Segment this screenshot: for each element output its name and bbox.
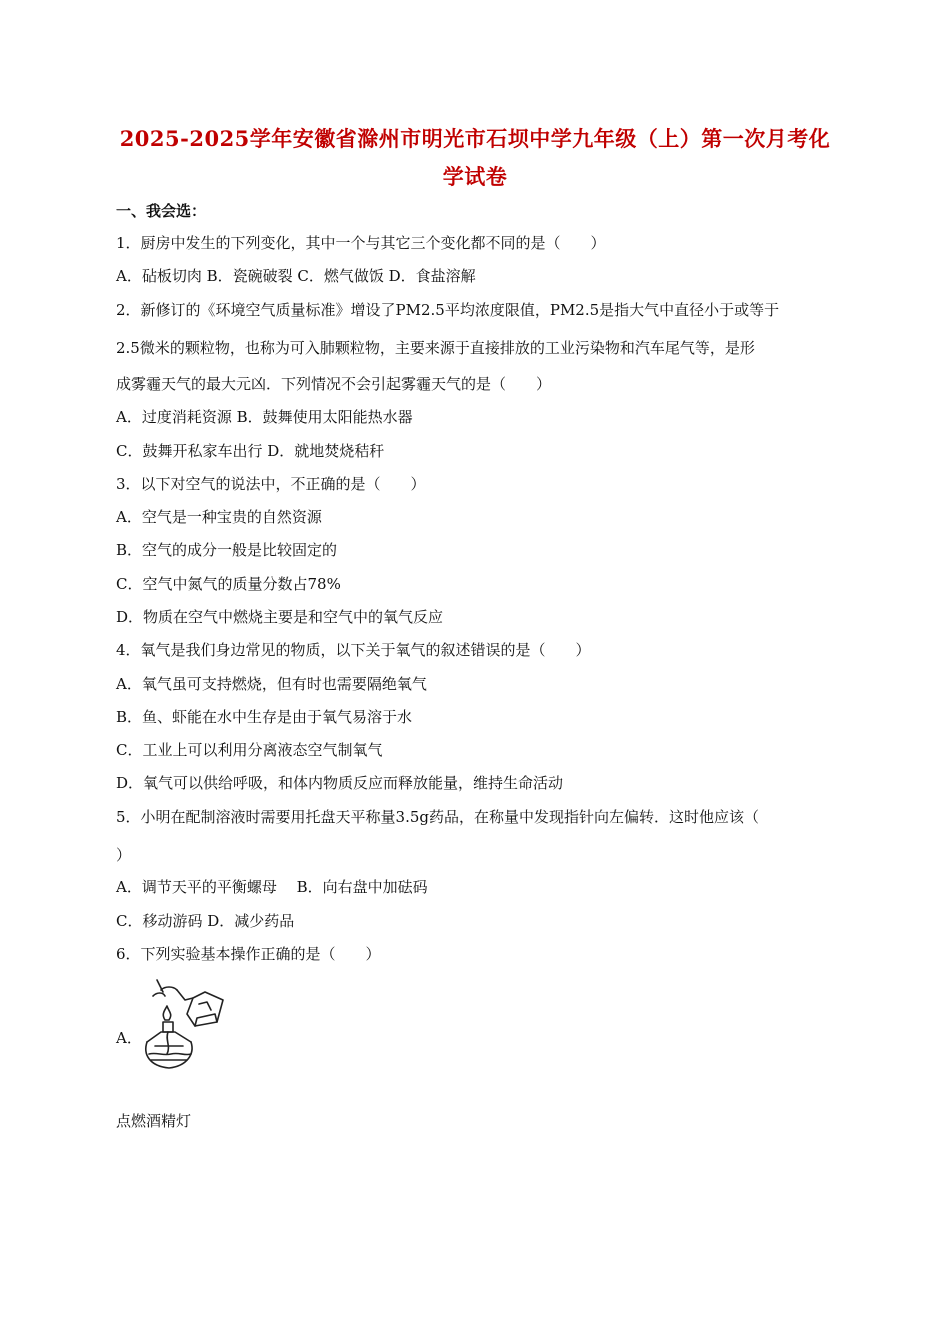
question-4-option-d: D．氧气可以供给呼吸，和体内物质反应而释放能量，维持生命活动 <box>116 774 564 792</box>
question-5-text-2: ） <box>116 846 132 864</box>
question-4-option-a: A．氧气虽可支持燃烧，但有时也需要隔绝氧气 <box>116 675 427 693</box>
question-2-text-3: 成雾霾天气的最大元凶．下列情况不会引起雾霾天气的是（ ） <box>116 375 552 393</box>
alcohol-lamp-illustration <box>135 974 230 1074</box>
question-2-text-1: 2．新修订的《环境空气质量标准》增设了PM2.5平均浓度限值，PM2.5是指大气中直径小于或等于 <box>116 301 780 319</box>
section-heading: 一、我会选： <box>116 202 207 220</box>
exam-title-line2: 学试卷 <box>442 164 508 189</box>
question-3-option-a: A．空气是一种宝贵的自然资源 <box>116 508 322 526</box>
question-6-option-a-caption: 点燃酒精灯 <box>116 1112 192 1130</box>
question-3-option-b: B．空气的成分一般是比较固定的 <box>116 541 338 559</box>
question-3-text: 3．以下对空气的说法中，不正确的是（ ） <box>116 475 426 493</box>
question-4-option-c: C．工业上可以利用分离液态空气制氧气 <box>116 741 383 759</box>
question-1-text: 1．厨房中发生的下列变化，其中一个与其它三个变化都不同的是（ ） <box>116 234 606 252</box>
question-3-option-c: C．空气中氮气的质量分数占78% <box>116 575 341 593</box>
question-2-option-ab: A．过度消耗资源 B．鼓舞使用太阳能热水器 <box>116 408 413 426</box>
question-4-text: 4．氧气是我们身边常见的物质，以下关于氧气的叙述错误的是（ ） <box>116 641 591 659</box>
question-6-text: 6．下列实验基本操作正确的是（ ） <box>116 945 381 963</box>
question-1-options: A．砧板切肉 B．瓷碗破裂 C．燃气做饭 D．食盐溶解 <box>116 267 476 285</box>
exam-title-line1: 2025-2025学年安徽省滁州市明光市石坝中学九年级（上）第一次月考化 <box>119 126 831 151</box>
question-5-option-cd: C．移动游码 D．减少药品 <box>116 912 295 930</box>
question-4-option-b: B．鱼、虾能在水中生存是由于氧气易溶于水 <box>116 708 413 726</box>
question-2-option-cd: C．鼓舞开私家车出行 D．就地焚烧秸秆 <box>116 442 385 460</box>
question-5-option-ab: A．调节天平的平衡螺母 B．向右盘中加砝码 <box>116 878 428 896</box>
question-5-text-1: 5．小明在配制溶液时需要用托盘天平称量3.5g药品，在称量中发现指针向左偏转．这时他应该（ <box>116 808 760 826</box>
question-3-option-d: D．物质在空气中燃烧主要是和空气中的氧气反应 <box>116 608 444 626</box>
question-6-option-a-label: A． <box>116 1029 142 1047</box>
question-2-text-2: 2.5微米的颗粒物，也称为可入肺颗粒物，主要来源于直接排放的工业污染物和汽车尾气等，是形 <box>116 339 755 357</box>
